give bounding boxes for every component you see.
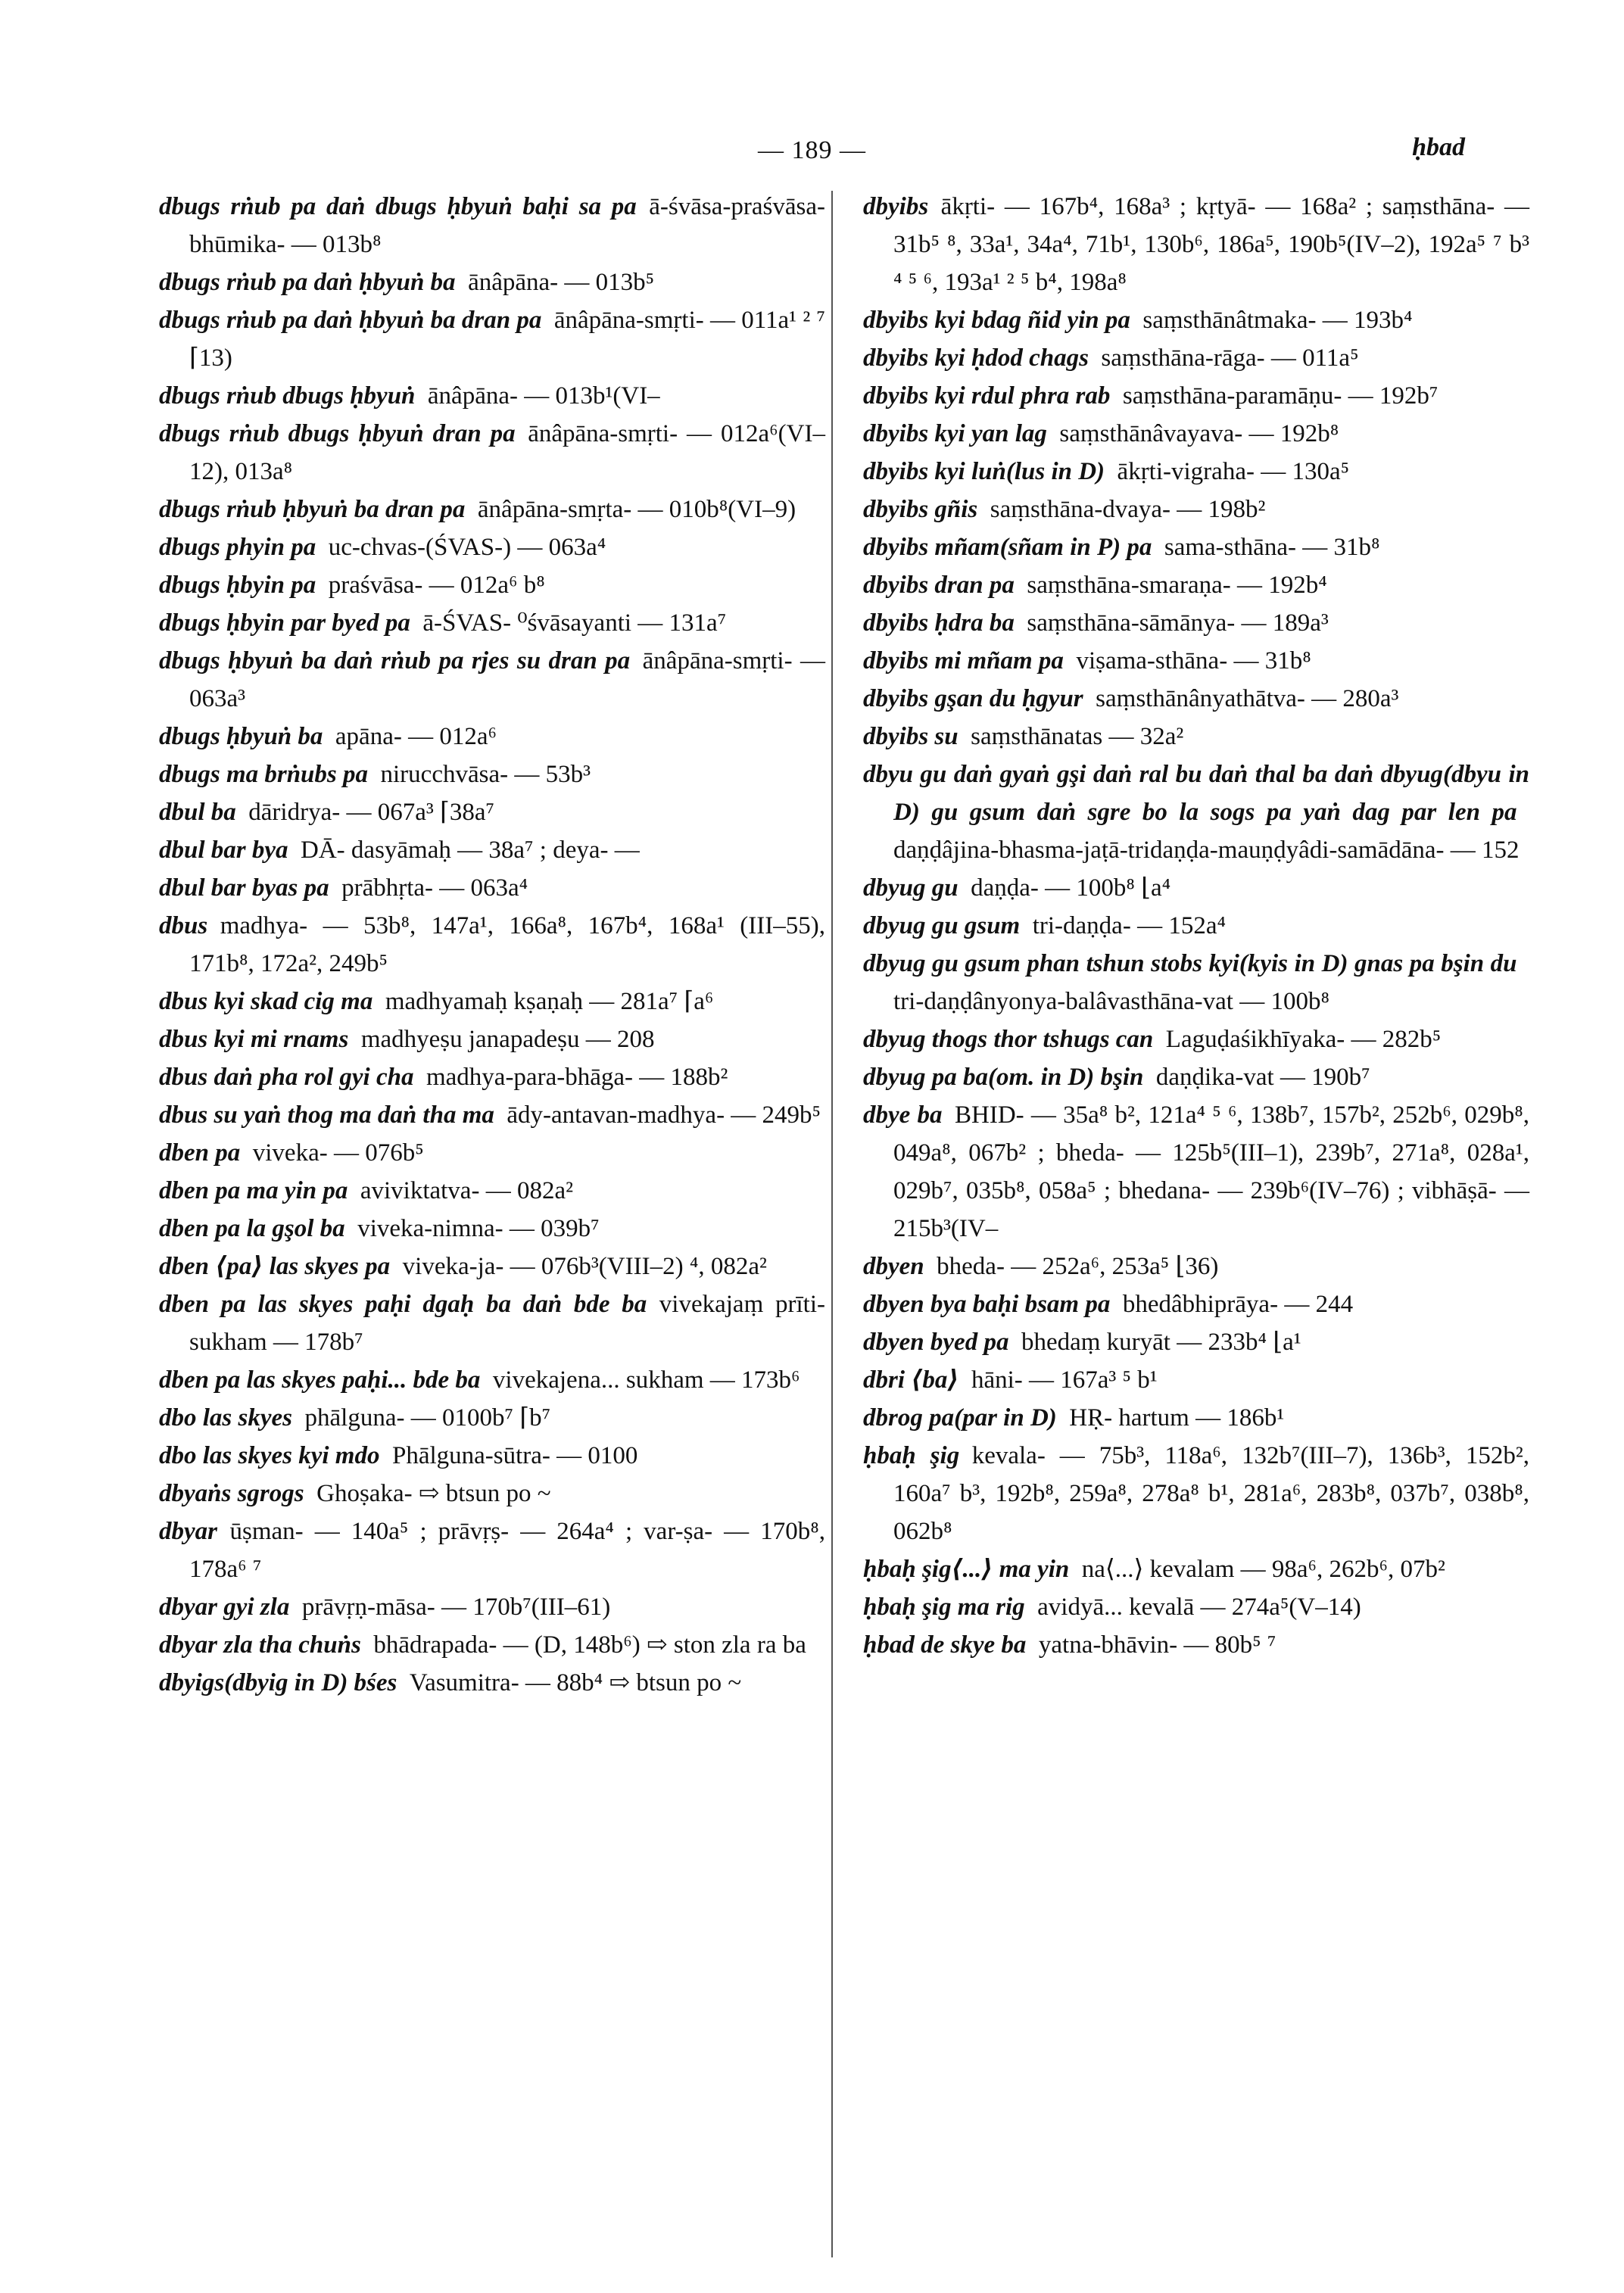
entry-term: dbugs rṅub pa daṅ dbugs ḥbyuṅ baḥi sa pa: [159, 193, 637, 220]
entry-definition: nirucchvāsa- — 53b³: [380, 761, 591, 788]
dictionary-entry: [159, 1664, 825, 1702]
dictionary-entry: [863, 1361, 1529, 1399]
entry-term: dbyibs su: [863, 723, 959, 750]
entry-definition: ānâpāna-smṛti- — 063a³: [189, 647, 825, 712]
entry-definition: saṃsthānânyathātva- — 280a³: [1096, 685, 1399, 712]
dictionary-entry: [863, 415, 1529, 453]
dictionary-entry: [863, 339, 1529, 377]
entry-definition: yatna-bhāvin- — 80b⁵ ⁷: [1038, 1631, 1276, 1659]
entry-term: dbugs ḥbyin pa: [159, 572, 316, 599]
dictionary-entry: [159, 1210, 825, 1248]
entry-definition: bhedâbhiprāya- — 244: [1122, 1291, 1354, 1318]
entry-term: dben pa las skyes paḥi dgaḥ ba daṅ bde ba: [159, 1291, 647, 1318]
dictionary-entry: [159, 1172, 825, 1210]
entry-definition: saṃsthāna-paramāṇu- — 192b⁷: [1122, 382, 1439, 410]
entry-term: dbugs rṅub dbugs ḥbyuṅ dran pa: [159, 420, 516, 447]
dictionary-entry: [863, 1437, 1529, 1550]
dictionary-entry: [863, 1020, 1529, 1058]
dictionary-entry: [159, 301, 825, 377]
entry-term: dbo las skyes: [159, 1404, 292, 1432]
entry-term: dbyibs dran pa: [863, 572, 1015, 599]
entry-term: dben pa: [159, 1139, 241, 1167]
entry-term: dbus daṅ pha rol gyi cha: [159, 1064, 414, 1091]
dictionary-entry: [159, 1437, 825, 1475]
entry-definition: daṇḍa- — 100b⁸ ⌊a⁴: [971, 874, 1171, 902]
entry-term: dbyibs gñis: [863, 496, 978, 523]
entry-term: dbul bar byas pa: [159, 874, 329, 902]
entry-term: dbyug gu gsum phan tshun stobs kyi(kyis in D) gnas pa bşin du: [863, 950, 1517, 977]
entry-definition: madhya- — 53b⁸, 147a¹, 166a⁸, 167b⁴, 168a¹ (III–55), 171b⁸, 172a², 249b⁵: [189, 912, 825, 977]
entry-definition: praśvāsa- — 012a⁶ b⁸: [328, 572, 545, 599]
dictionary-entry: [863, 1096, 1529, 1248]
entry-term: ḥbaḥ şig⟨...⟩ ma yin: [863, 1556, 1070, 1583]
entry-definition: viveka-nimna- — 039b⁷: [357, 1215, 600, 1242]
entry-term: dbyar zla tha chuṅs: [159, 1631, 361, 1659]
entry-definition: ākṛti- — 167b⁴, 168a³ ; kṛtyā- — 168a² ; saṃsthāna- — 31b⁵ ⁸, 33a¹, 34a⁴, 71b¹, 130b⁶, 186a⁵, 190b⁵(IV–2), 192a⁵ ⁷ b³ ⁴ ⁵ ⁶, 193a¹ ² ⁵ b⁴, 198a⁸: [893, 193, 1529, 296]
entry-term: dbugs rṅub pa daṅ ḥbyuṅ ba dran pa: [159, 307, 542, 334]
dictionary-entry: [159, 718, 825, 756]
dictionary-entry: [863, 756, 1529, 869]
entry-term: dbyug thogs thor tshugs can: [863, 1026, 1154, 1053]
dictionary-entry: [159, 831, 825, 869]
dictionary-entry: [863, 1588, 1529, 1626]
dictionary-entry: [159, 869, 825, 907]
entry-definition: viṣama-sthāna- — 31b⁸: [1076, 647, 1311, 675]
entry-definition: daṇḍâjina-bhasma-jaṭā-tridaṇḍa-mauṇḍyâdi-samādāna- — 152: [893, 837, 1520, 864]
dictionary-entry: [159, 1399, 825, 1437]
entry-definition: vivekajaṃ prīti-sukham — 178b⁷: [189, 1291, 825, 1356]
entry-definition: kevala- — 75b³, 118a⁶, 132b⁷(III–7), 136b³, 152b², 160a⁷ b³, 192b⁸, 259a⁸, 278a⁸ b¹, 281a⁶, 283b⁸, 037b⁷, 038b⁸, 062b⁸: [893, 1442, 1529, 1545]
dictionary-entry: [159, 528, 825, 566]
entry-term: dbyen bya baḥi bsam pa: [863, 1291, 1111, 1318]
dictionary-entry: [863, 869, 1529, 907]
entry-definition: viveka-ja- — 076b³(VIII–2) ⁴, 082a²: [402, 1253, 767, 1280]
dictionary-entry: [863, 604, 1529, 642]
entry-definition: madhyamaḥ kṣaṇaḥ — 281a⁷ ⌈a⁶: [385, 988, 714, 1015]
entry-definition: madhya-para-bhāga- — 188b²: [425, 1064, 728, 1091]
entry-definition: avidyā... kevalā — 274a⁵(V–14): [1037, 1594, 1361, 1621]
entry-term: dbyar: [159, 1518, 217, 1545]
dictionary-entry: [159, 188, 825, 263]
entry-term: dbus su yaṅ thog ma daṅ tha ma: [159, 1101, 494, 1129]
entry-term: dbyibs gşan du ḥgyur: [863, 685, 1083, 712]
entry-term: dbyigs(dbyig in D) bśes: [159, 1669, 397, 1696]
entry-term: dbul bar bya: [159, 837, 288, 864]
entry-definition: Laguḍaśikhīyaka- — 282b⁵: [1165, 1026, 1442, 1053]
running-head: ḥbad: [1412, 133, 1465, 161]
dictionary-entry: [863, 453, 1529, 491]
entry-definition: DĀ- dasyāmaḥ — 38a⁷ ; deya- —: [301, 837, 640, 864]
entry-term: dbyibs kyi ḥdod chags: [863, 344, 1089, 372]
entry-definition: ānâpāna- — 013b¹(VI–: [427, 382, 660, 410]
entry-definition: saṃsthāna-smaraṇa- — 192b⁴: [1027, 572, 1327, 599]
entry-term: dbyibs mñam(sñam in P) pa: [863, 534, 1152, 561]
entry-term: dbri ⟨ba⟩: [863, 1366, 959, 1394]
dictionary-entry: [863, 1399, 1529, 1437]
entry-term: dbrog pa(par in D): [863, 1404, 1057, 1432]
entry-term: dbyug gu: [863, 874, 959, 902]
entry-definition: ānâpāna-smṛti- — 011a¹ ² ⁷ ⌈13): [189, 307, 825, 372]
entry-term: dbugs ḥbyuṅ ba daṅ rṅub pa rjes su dran pa: [159, 647, 631, 675]
dictionary-entry: [159, 1285, 825, 1361]
entry-definition: madhyeṣu janapadeṣu — 208: [360, 1026, 655, 1053]
entry-term: dbyug gu gsum: [863, 912, 1021, 939]
dictionary-entry: [159, 1361, 825, 1399]
dictionary-entry: [863, 528, 1529, 566]
entry-term: dbyibs kyi luṅ(lus in D): [863, 458, 1105, 485]
dictionary-entry: [159, 1513, 825, 1588]
dictionary-entry: [863, 1550, 1529, 1588]
entry-definition: bhādrapada- — (D, 148b⁶) ⇨ ston zla ra ba: [373, 1631, 806, 1659]
entry-term: dbyibs mi mñam pa: [863, 647, 1064, 675]
dictionary-entry: [863, 1285, 1529, 1323]
entry-definition: ānâpāna-smṛti- — 012a⁶(VI–12), 013a⁸: [189, 420, 825, 485]
column-divider: [831, 191, 833, 2257]
dictionary-entry: [159, 1475, 825, 1513]
entry-term: dbus kyi mi rnams: [159, 1026, 349, 1053]
entry-definition: ānâpāna-smṛta- — 010b⁸(VI–9): [477, 496, 796, 523]
dictionary-entry: [159, 1020, 825, 1058]
dictionary-entry: [863, 1058, 1529, 1096]
page-number: — 189 —: [758, 136, 866, 164]
entry-term: dbugs rṅub pa daṅ ḥbyuṅ ba: [159, 269, 456, 296]
entry-definition: prāvṛṇ-māsa- — 170b⁷(III–61): [301, 1594, 611, 1621]
entry-definition: apāna- — 012a⁶: [335, 723, 497, 750]
dictionary-entry: [159, 642, 825, 718]
entry-term: ḥbaḥ şig: [863, 1442, 960, 1469]
dictionary-entry: [159, 1096, 825, 1134]
entry-term: dben pa las skyes paḥi... bde ba: [159, 1366, 481, 1394]
entry-term: dbyar gyi zla: [159, 1594, 290, 1621]
dictionary-entry: [159, 604, 825, 642]
entry-definition: saṃsthāna-rāga- — 011a⁵: [1101, 344, 1359, 372]
dictionary-entry: [159, 1248, 825, 1285]
entry-definition: HṚ- hartum — 186b¹: [1069, 1404, 1285, 1432]
entry-definition: viveka- — 076b⁵: [252, 1139, 424, 1167]
entry-definition: uc-chvas-(ŚVAS-) — 063a⁴: [328, 534, 606, 561]
entry-term: dbyug pa ba(om. in D) bşin: [863, 1064, 1144, 1091]
dictionary-entry: [863, 907, 1529, 945]
entry-definition: hāni- — 167a³ ⁵ b¹: [971, 1366, 1158, 1394]
entry-definition: bhedaṃ kuryāt — 233b⁴ ⌊a¹: [1021, 1329, 1301, 1356]
dictionary-entry: [159, 491, 825, 528]
dictionary-entry: [863, 642, 1529, 680]
right-column: [863, 188, 1529, 1664]
dictionary-entry: [159, 1134, 825, 1172]
entry-term: dbus kyi skad cig ma: [159, 988, 373, 1015]
dictionary-entry: [863, 491, 1529, 528]
entry-definition: sama-sthāna- — 31b⁸: [1164, 534, 1380, 561]
entry-definition: saṃsthāna-dvaya- — 198b²: [990, 496, 1266, 523]
entry-definition: ā-ŚVAS- ⁰śvāsayanti — 131a⁷: [422, 609, 727, 637]
entry-term: dbyu gu daṅ gyaṅ gşi daṅ ral bu daṅ thal ba daṅ dbyug(dbyu in D) gu gsum daṅ sgre bo la sogs pa yaṅ dag par len pa: [863, 761, 1529, 826]
entry-definition: Phālguna-sūtra- — 0100: [391, 1442, 638, 1469]
entry-definition: bheda- — 252a⁶, 253a⁵ ⌊36): [937, 1253, 1219, 1280]
dictionary-entry: [863, 1248, 1529, 1285]
entry-definition: saṃsthānâvayava- — 192b⁸: [1059, 420, 1339, 447]
entry-term: dbo las skyes kyi mdo: [159, 1442, 380, 1469]
entry-definition: phālguna- — 0100b⁷ ⌈b⁷: [304, 1404, 551, 1432]
entry-term: dbul ba: [159, 799, 236, 826]
entry-definition: tri-daṇḍânyonya-balâvasthāna-vat — 100b⁸: [893, 988, 1329, 1015]
entry-term: dbugs ḥbyuṅ ba: [159, 723, 323, 750]
entry-term: dbyen byed pa: [863, 1329, 1009, 1356]
entry-definition: ākṛti-vigraha- — 130a⁵: [1117, 458, 1350, 485]
entry-term: dbyen: [863, 1253, 924, 1280]
entry-term: dbyibs kyi bdag ñid yin pa: [863, 307, 1130, 334]
entry-definition: saṃsthānâtmaka- — 193b⁴: [1142, 307, 1413, 334]
entry-definition: daṇḍika-vat — 190b⁷: [1155, 1064, 1370, 1091]
dictionary-entry: [159, 793, 825, 831]
entry-term: dbugs ḥbyin par byed pa: [159, 609, 410, 637]
entry-definition: Ghoṣaka- ⇨ btsun po ~: [316, 1480, 551, 1507]
entry-definition: prābhṛta- — 063a⁴: [341, 874, 528, 902]
entry-term: dbyibs ḥdra ba: [863, 609, 1015, 637]
entry-definition: ānâpāna- — 013b⁵: [468, 269, 655, 296]
entry-definition: BHID- — 35a⁸ b², 121a⁴ ⁵ ⁶, 138b⁷, 157b², 252b⁶, 029b⁸, 049a⁸, 067b² ; bheda- — 125b⁵(III–1), 239b⁷, 271a⁸, 028a¹, 029b⁷, 035b⁸, 058a⁵ ; bhedana- — 239b⁶(IV–76) ; vibhāṣā- — 215b³(IV–: [893, 1101, 1529, 1242]
entry-definition: tri-daṇḍa- — 152a⁴: [1032, 912, 1226, 939]
entry-term: dben pa ma yin pa: [159, 1177, 348, 1204]
dictionary-entry: [863, 945, 1529, 1020]
entry-definition: na⟨...⟩ kevalam — 98a⁶, 262b⁶, 07b²: [1081, 1556, 1445, 1583]
dictionary-entry: [863, 680, 1529, 718]
dictionary-entry: [159, 756, 825, 793]
entry-term: dbyaṅs sgrogs: [159, 1480, 304, 1507]
entry-term: dben pa la gşol ba: [159, 1215, 345, 1242]
entry-definition: dāridrya- — 067a³ ⌈38a⁷: [248, 799, 495, 826]
dictionary-entry: [159, 415, 825, 491]
dictionary-entry: [159, 983, 825, 1020]
entry-term: ḥbad de skye ba: [863, 1631, 1027, 1659]
dictionary-entry: [863, 377, 1529, 415]
entry-definition: Vasumitra- — 88b⁴ ⇨ btsun po ~: [409, 1669, 742, 1696]
entry-definition: ādy-antavan-madhya- — 249b⁵: [507, 1101, 821, 1129]
entry-definition: saṃsthāna-sāmānya- — 189a³: [1027, 609, 1329, 637]
entry-term: dbugs rṅub dbugs ḥbyuṅ: [159, 382, 416, 410]
dictionary-entry: [159, 1588, 825, 1626]
dictionary-entry: [159, 1058, 825, 1096]
entry-term: dbugs phyin pa: [159, 534, 316, 561]
dictionary-entry: [863, 1323, 1529, 1361]
dictionary-entry: [863, 188, 1529, 301]
entry-term: dbyibs: [863, 193, 929, 220]
entry-term: dbye ba: [863, 1101, 943, 1129]
entry-term: dbus: [159, 912, 208, 939]
entry-term: dbugs rṅub ḥbyuṅ ba dran pa: [159, 496, 466, 523]
entry-term: dbugs ma brṅubs pa: [159, 761, 369, 788]
dictionary-entry: [863, 1626, 1529, 1664]
dictionary-entry: [159, 566, 825, 604]
entry-term: dben ⟨pa⟩ las skyes pa: [159, 1253, 391, 1280]
dictionary-entry: [863, 301, 1529, 339]
entry-definition: vivekajena... sukham — 173b⁶: [492, 1366, 800, 1394]
entry-definition: saṃsthānatas — 32a²: [971, 723, 1184, 750]
dictionary-entry: [159, 907, 825, 983]
entry-term: dbyibs kyi yan lag: [863, 420, 1047, 447]
entry-term: ḥbaḥ şig ma rig: [863, 1594, 1025, 1621]
entry-definition: aviviktatva- — 082a²: [360, 1177, 573, 1204]
entry-term: dbyibs kyi rdul phra rab: [863, 382, 1111, 410]
dictionary-entry: [863, 566, 1529, 604]
left-column: [159, 188, 825, 1702]
dictionary-entry: [159, 377, 825, 415]
dictionary-entry: [159, 263, 825, 301]
dictionary-entry: [159, 1626, 825, 1664]
entry-definition: ūṣman- — 140a⁵ ; prāvṛṣ- — 264a⁴ ; var-ṣa- — 170b⁸, 178a⁶ ⁷: [189, 1518, 825, 1583]
entry-definition: ā-śvāsa-praśvāsa-bhūmika- — 013b⁸: [189, 193, 825, 258]
dictionary-entry: [863, 718, 1529, 756]
